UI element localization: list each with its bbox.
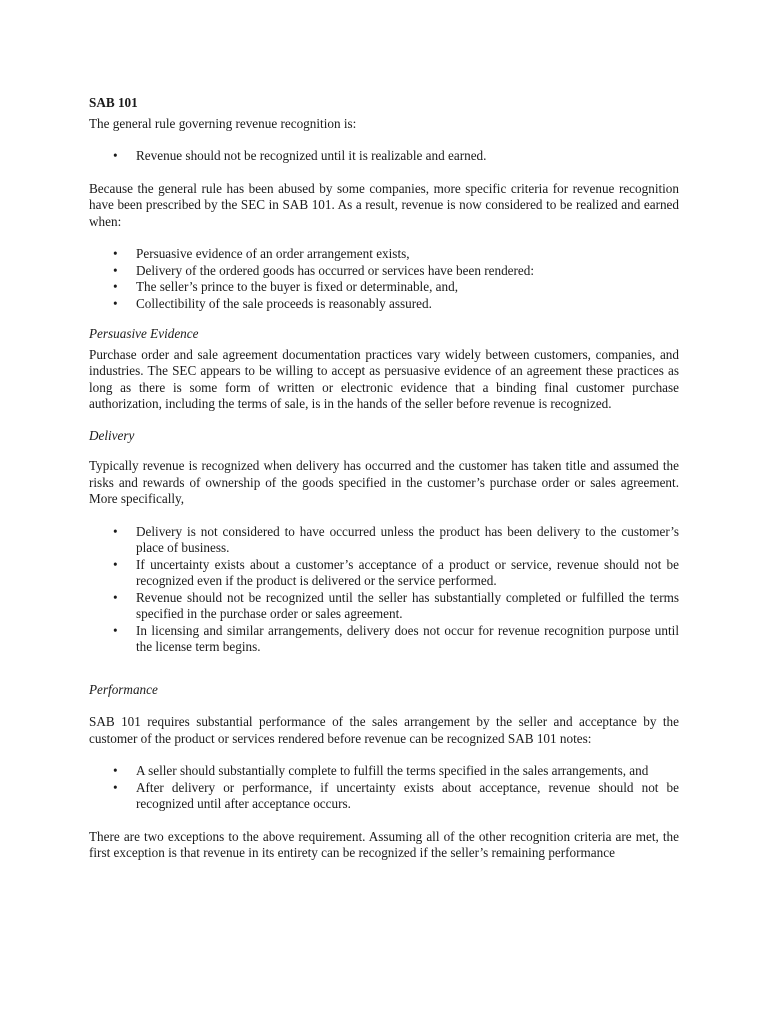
list-item: • Revenue should not be recognized until the seller has substantially completed or fulfilled the terms specified in the purchase order or sales agreement. — [113, 589, 679, 621]
document-content — [89, 95, 679, 862]
list-item: • Collectibility of the sale proceeds is reasonably assured. — [113, 295, 432, 311]
bullet-icon: • — [113, 763, 118, 778]
list-item: • A seller should substantially complete to fulfill the terms specified in the sales arrangements, and — [113, 763, 649, 778]
performance-list — [89, 763, 679, 813]
list-item: • Delivery of the ordered goods has occurred or services have been rendered: — [113, 262, 535, 278]
bullet-icon: • — [113, 556, 118, 572]
bullet-icon: • — [113, 622, 118, 638]
criteria-paragraph: Because the general rule has been abused by some companies, more specific criteria for revenue recognition have been prescribed by the SEC in SAB 101. As a result, revenue is now considered to be realized and earned when: — [89, 180, 679, 229]
list-item: • In licensing and similar arrangements, delivery does not occur for revenue recognition purpose until the license term begins. — [113, 622, 679, 654]
criteria-list — [89, 246, 679, 312]
bullet-icon: • — [113, 295, 118, 311]
persuasive-evidence-heading: Persuasive Evidence — [89, 326, 199, 341]
exceptions-paragraph: There are two exceptions to the above requirement. Assuming all of the other recognition criteria are met, the first exception is that revenue in its entirety can be recognized if the seller’s remaining performance — [89, 828, 679, 860]
delivery-paragraph: Typically revenue is recognized when delivery has occurred and the customer has taken title and assumed the risks and rewards of ownership of the goods specified in the customer’s purchase order or sales agreement. More specifically, — [89, 458, 679, 506]
persuasive-evidence-paragraph: Purchase order and sale agreement documentation practices vary widely between customers, companies, and industries. The SEC appears to be willing to accept as persuasive evidence of an agreement these practices as long as there is some form of written or electronic evidence that a binding final customer purchase authorization, including the terms of sale, is in the hands of the seller before revenue is recognized. — [89, 346, 679, 411]
delivery-heading: Delivery — [89, 427, 135, 443]
intro-paragraph: The general rule governing revenue recognition is: — [89, 115, 357, 131]
bullet-icon: • — [113, 779, 118, 795]
performance-heading: Performance — [89, 681, 158, 697]
bullet-icon: • — [113, 523, 118, 539]
list-item: • The seller’s prince to the buyer is fixed or determinable, and, — [113, 279, 459, 294]
bullet-icon: • — [113, 589, 118, 605]
bullet-icon: • — [113, 262, 118, 278]
document-title: SAB 101 — [89, 95, 138, 110]
list-item: • Persuasive evidence of an order arrangement exists, — [113, 246, 410, 261]
bullet-icon: • — [113, 279, 118, 294]
list-item: • If uncertainty exists about a customer’s acceptance of a product or service, revenue should not be recognized even if the product is delivered or the service performed. — [113, 556, 679, 588]
performance-paragraph: SAB 101 requires substantial performance of the sales arrangement by the seller and acceptance by the customer of the product or services rendered before revenue can be recognized SAB 101 notes: — [89, 714, 679, 746]
delivery-list — [89, 524, 679, 656]
rule-list — [89, 148, 679, 165]
bullet-icon: • — [113, 246, 118, 261]
bullet-icon: • — [113, 148, 118, 163]
list-item: • After delivery or performance, if uncertainty exists about acceptance, revenue should not be recognized until after acceptance occurs. — [113, 779, 679, 811]
list-item: • Delivery is not considered to have occurred unless the product has been delivery to the customer’s place of business. — [113, 523, 679, 555]
list-item: • Revenue should not be recognized until it is realizable and earned. — [113, 148, 487, 163]
